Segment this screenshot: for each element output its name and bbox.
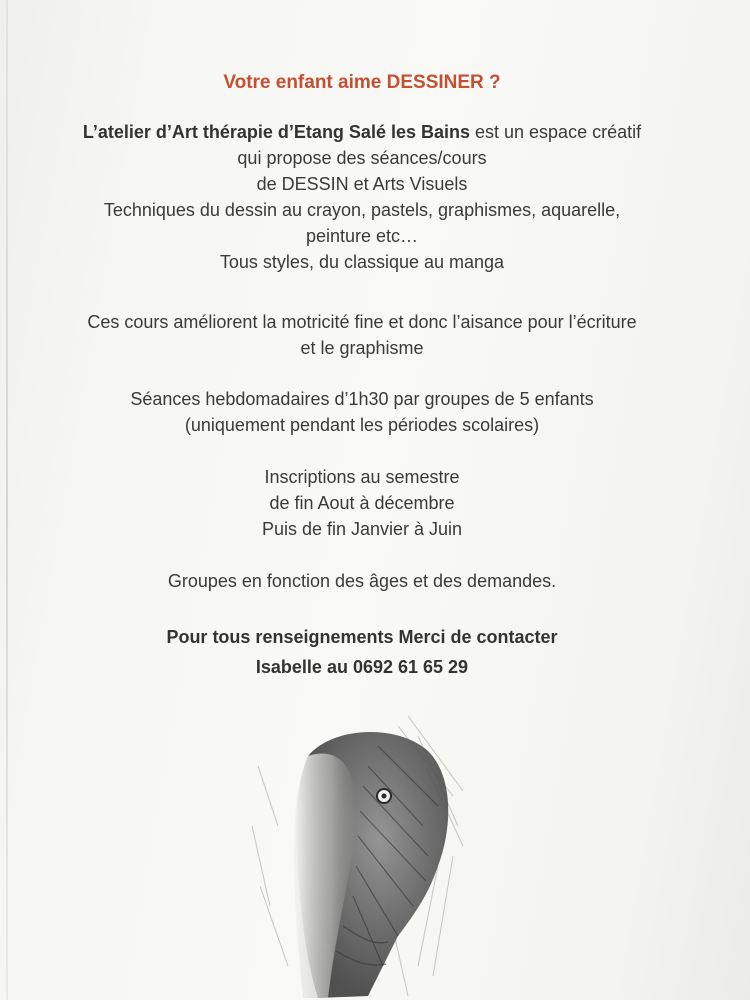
sessions-line: (uniquement pendant les périodes scolaires) [184, 415, 540, 435]
intro-lead-line [0, 119, 724, 145]
intro-line: Tous styles, du classique au manga [219, 252, 505, 272]
intro-paragraph [0, 119, 724, 275]
inscriptions-line: Puis de fin Janvier à Juin [261, 519, 463, 539]
inscriptions-paragraph [0, 464, 724, 542]
intro-line: qui propose des séances/cours [237, 148, 487, 168]
intro-line: Techniques du dessin au crayon, pastels, graphismes, aquarelle, [103, 200, 621, 220]
atelier-name: L’atelier d’Art thérapie d’Etang Salé les Bains [82, 122, 470, 142]
contact-line: Pour tous renseignements Merci de contacter [166, 627, 558, 647]
pencil-sketch-head-icon [248, 706, 468, 1000]
flyer-title [0, 70, 724, 96]
motor-line: Ces cours améliorent la motricité fine et donc l’aisance pour l’écriture [87, 312, 637, 332]
motor-skills-paragraph [0, 309, 724, 361]
contact-phone: Isabelle au 0692 61 65 29 [255, 657, 469, 677]
intro-lead-rest: est un espace créatif [470, 122, 642, 142]
inscriptions-line: Inscriptions au semestre [264, 467, 460, 487]
groups-paragraph [0, 568, 724, 594]
motor-line: et le graphisme [300, 338, 424, 358]
inscriptions-line: de fin Aout à décembre [269, 493, 455, 513]
title-text: Votre enfant aime DESSINER ? [223, 72, 501, 93]
groups-line: Groupes en fonction des âges et des demandes. [167, 571, 557, 591]
sessions-paragraph [0, 386, 724, 438]
contact-paragraph [0, 622, 724, 682]
intro-line: de DESSIN et Arts Visuels [256, 174, 468, 194]
sessions-line: Séances hebdomadaires d’1h30 par groupes de 5 enfants [130, 389, 594, 409]
intro-line: peinture etc… [305, 226, 419, 246]
